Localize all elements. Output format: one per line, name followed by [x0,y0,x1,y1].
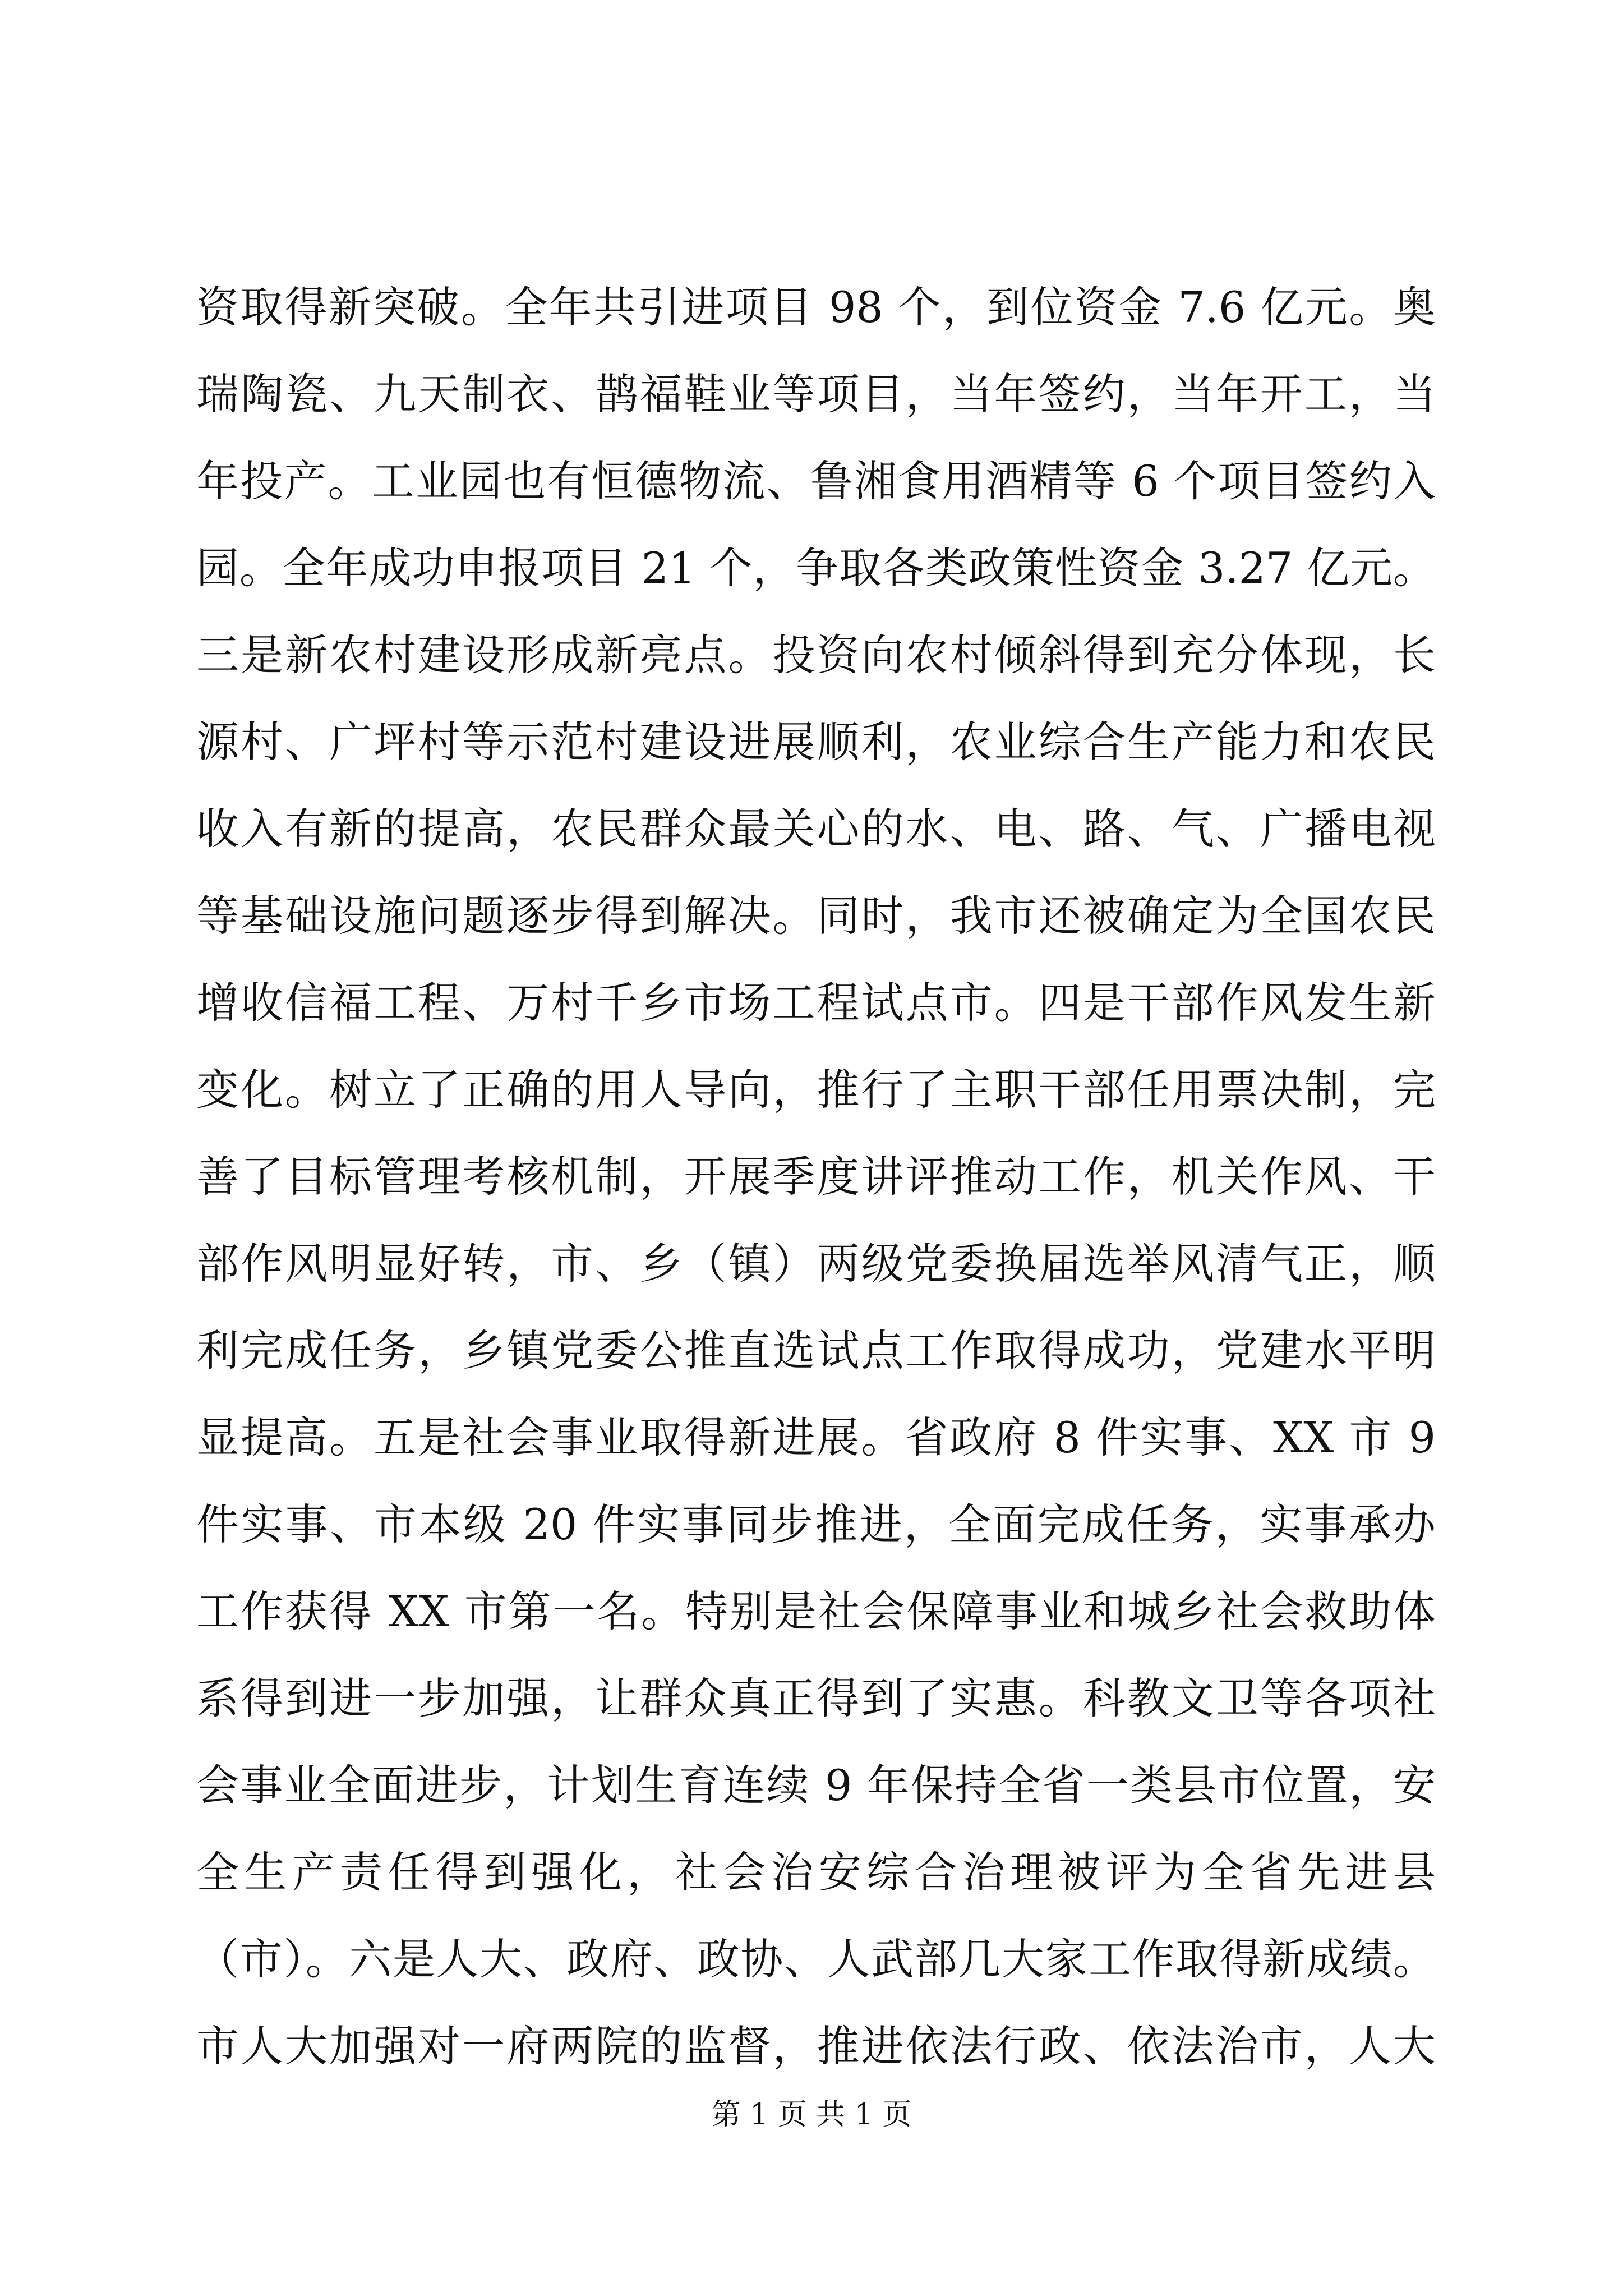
text-line: 增收信福工程、万村千乡市场工程试点市。四是干部作风发生新 [196,978,1436,1028]
text-line: （市）。六是人大、政府、政协、人武部几大家工作取得新成绩。 [196,1934,1436,1984]
text-line: 园。全年成功申报项目 21 个，争取各类政策性资金 3.27 亿元。 [196,543,1436,593]
text-line: 变化。树立了正确的用人导向，推行了主职干部任用票决制，完 [196,1065,1436,1115]
text-line: 等基础设施问题逐步得到解决。同时，我市还被确定为全国农民 [196,891,1436,941]
page-footer: 第 1 页 共 1 页 [711,2098,912,2132]
body-text [196,264,1436,2090]
text-line: 工作获得 XX 市第一名。特别是社会保障事业和城乡社会救助体 [196,1586,1436,1636]
text-line: 瑞陶瓷、九天制衣、鹊福鞋业等项目，当年签约，当年开工，当 [196,369,1436,419]
text-line: 收入有新的提高，农民群众最关心的水、电、路、气、广播电视 [196,804,1436,854]
text-line: 件实事、市本级 20 件实事同步推进，全面完成任务，实事承办 [196,1499,1436,1549]
text-line: 源村、广坪村等示范村建设进展顺利，农业综合生产能力和农民 [196,717,1436,767]
text-line: 显提高。五是社会事业取得新进展。省政府 8 件实事、XX 市 9 [196,1412,1436,1462]
text-line: 系得到进一步加强，让群众真正得到了实惠。科教文卫等各项社 [196,1673,1436,1723]
text-line: 善了目标管理考核机制，开展季度讲评推动工作，机关作风、干 [196,1152,1436,1202]
text-line: 资取得新突破。全年共引进项目 98 个，到位资金 7.6 亿元。奥 [196,282,1436,332]
text-line: 部作风明显好转，市、乡（镇）两级党委换届选举风清气正，顺 [196,1239,1436,1289]
text-line: 利完成任务，乡镇党委公推直选试点工作取得成功，党建水平明 [196,1326,1436,1375]
text-line: 市人大加强对一府两院的监督，推进依法行政、依法治市，人大 [196,2021,1436,2071]
text-line: 会事业全面进步，计划生育连续 9 年保持全省一类县市位置，安 [196,1760,1436,1810]
text-line: 全生产责任得到强化，社会治安综合治理被评为全省先进县 [196,1847,1436,1897]
text-line: 年投产。工业园也有恒德物流、鲁湘食用酒精等 6 个项目签约入 [196,456,1436,506]
text-line: 三是新农村建设形成新亮点。投资向农村倾斜得到充分体现，长 [196,630,1436,680]
